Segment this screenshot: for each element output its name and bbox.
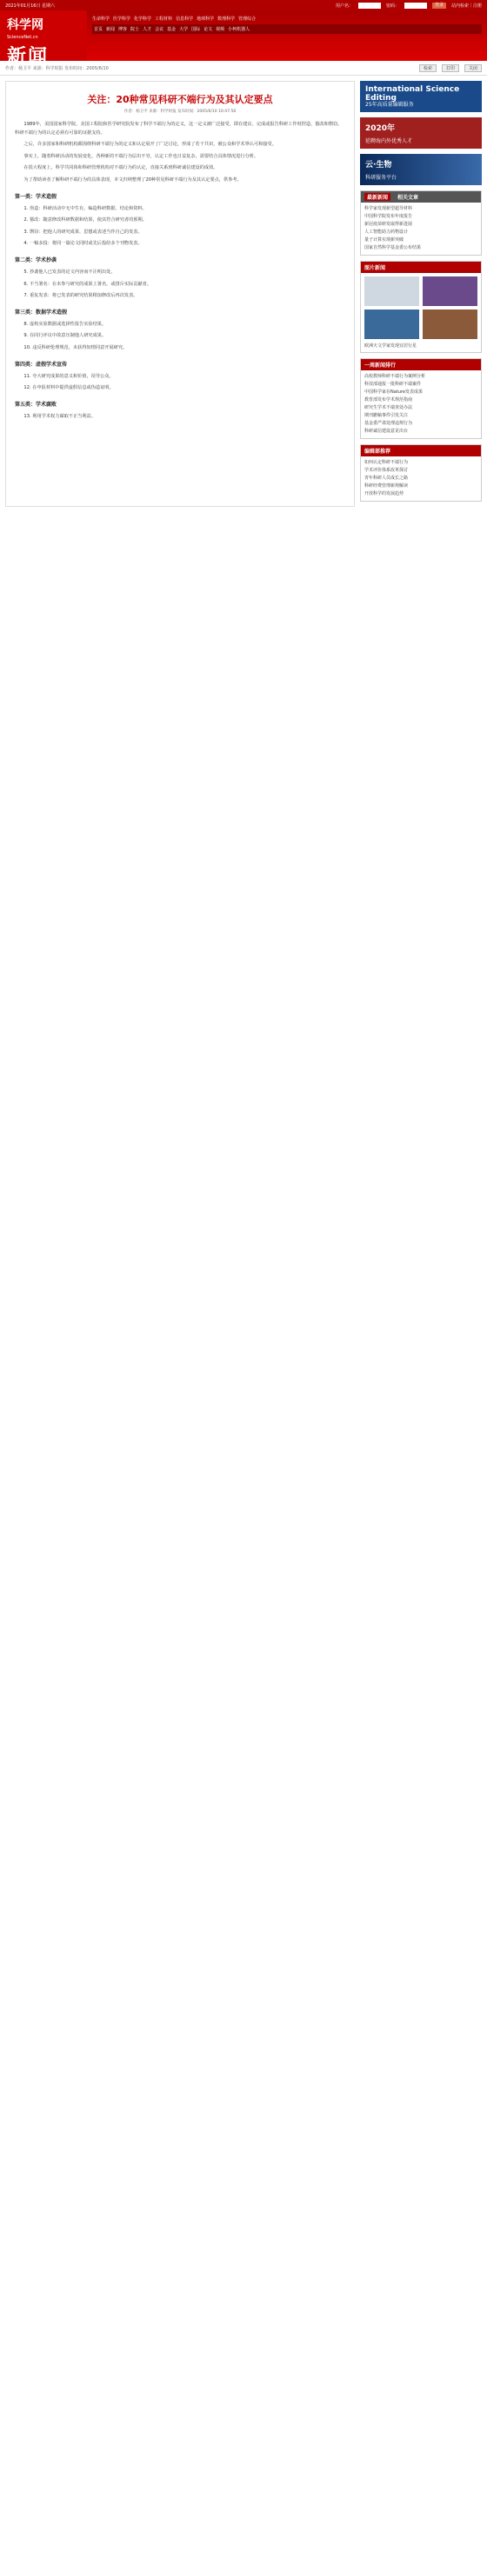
ad-banner-cloud[interactable] [360,154,482,185]
search-register-links[interactable]: 站内检索｜注册 [450,3,482,9]
article-paragraph: 7. 重复发表：将已发表的研究结果稍加修改后再次发表。 [23,293,138,299]
picture-caption[interactable]: 欧洲天文学家发现宜居行星 [364,343,417,349]
print-button[interactable]: 打印 [442,64,459,72]
top-bar [0,0,487,10]
recommend-list [361,456,481,501]
recent-news-item[interactable]: 国家自然科学基金委公布结果 [364,245,422,250]
hot-news-heading: 一周新闻排行 [361,359,481,370]
subject-nav-link[interactable]: 地球科学 [197,17,215,22]
hot-news-item[interactable]: 教育部发布学术规范指南 [364,397,413,403]
section-heading: 第五类：学术腐败 [15,401,57,408]
article-paragraph: 1989年，美国国家科学院、美国工程院和医学研究院发布了科学不端行为的定义，这一定义被广泛接受，即在建议、完成或报告科研工作时捏造、篡改和剽窃。科研不端行为的认定必须有可靠的证据支持。 [15,122,343,136]
news-photo[interactable] [364,276,419,306]
username-field[interactable] [358,3,381,9]
banner-subtitle: 延聘海内外优秀人才 [365,138,413,144]
logo-text: 科学网 [7,18,43,32]
subject-nav-link[interactable]: 管理综合 [238,17,257,22]
article-main [5,81,355,507]
article-paragraph: 6. 不当署名：在未参与研究的成果上署名，或排斥实际贡献者。 [23,281,152,287]
main-nav-link[interactable]: 院士 [130,27,140,32]
username-label: 用户名： [335,3,353,9]
section-heading: 第三类：数据学术造假 [15,309,68,316]
banner-subtitle: 25年高质量编辑服务 [365,102,414,108]
recommend-box [360,444,482,502]
recommend-item[interactable]: 学术评价体系改革探讨 [364,468,409,473]
section-heading: 第四类：虚假学术宣传 [15,361,68,368]
banner-title: 云·生物 [365,161,392,170]
main-nav-link[interactable]: 博客 [118,27,128,32]
subject-nav-link[interactable]: 生命科学 [92,17,110,22]
hot-news-item[interactable]: 基金委严肃处理违规行为 [364,421,413,426]
close-button[interactable]: 关闭 [464,64,482,72]
logo-subtext: ScienceNet.cn [7,35,38,40]
article-paragraph: 11. 夸大研究成果的意义和价值，误导公众。 [23,373,114,379]
picture-grid [361,273,481,343]
subject-nav-link[interactable]: 工程材料 [155,17,173,22]
login-button[interactable]: 登录 [432,3,446,9]
article-paragraph: 8. 虚构实验数据或选择性报告实验结果。 [23,321,107,327]
recent-news-item[interactable]: 人工智能助力药物设计 [364,230,409,235]
subject-nav-link[interactable]: 化学科学 [134,17,152,22]
article-paragraph: 在很大程度上，科学共同体和科研管理机构对不端行为的认定，直接关系到科研诚信建设的成效。 [23,165,218,171]
hot-news-item[interactable]: 高校教师科研不端行为案例分析 [364,374,426,379]
news-tabs-box [360,190,482,256]
article-meta: 作者：杨卫平 来源：科学时报 发布时间：2005/6/10 10:47:56 [123,110,237,114]
article-paragraph: 事实上，随着科研活动的发展变化，各种新的不端行为层出不穷，认定工作也日益复杂，需要结合具体情况进行分析。 [23,153,259,159]
main-nav-link[interactable]: 国际 [191,27,201,32]
hot-news-box [360,358,482,439]
banner-title: 2020年 [365,124,396,133]
article-paragraph: 12. 在申报材料中提供虚假信息或伪造证明。 [23,385,114,391]
article-paragraph: 5. 抄袭他人已发表的论文内容而不注明出处。 [23,269,116,275]
tab-latest[interactable]: 最新新闻 [364,193,390,201]
ad-banner-editing[interactable] [360,81,482,112]
main-nav [92,24,482,34]
recent-news-item[interactable]: 新冠疫苗研发取得新进展 [364,222,413,227]
date-label: 2021年01月16日 星期六 [5,3,56,9]
article-paragraph: 10. 违反科研伦理规范，未获得知情同意开展研究。 [23,344,128,350]
article-paragraph: 2. 篡改：随意修改科研数据和结果，使其符合研究者的预期。 [23,217,147,223]
subject-nav-link[interactable]: 数理科学 [217,17,236,22]
article-paragraph: 9. 在同行评议中故意压制他人研究成果。 [23,333,107,339]
search-button[interactable]: 检索 [419,64,437,72]
article-paragraph: 13. 利用学术权力谋取不正当利益。 [23,413,96,419]
article-paragraph: 3. 剽窃：把他人的研究成果、思想或表述当作自己的发表。 [23,229,143,235]
recommend-item[interactable]: 如何认定科研不端行为 [364,460,409,465]
article-intro [15,121,345,185]
hot-news-item[interactable]: 研究生学术不端查处办法 [364,405,413,410]
site-logo[interactable] [0,10,87,68]
recent-news-item[interactable]: 科学家发现新型超导材料 [364,206,413,211]
tab-bar [361,191,481,203]
nav-area [87,10,487,61]
hot-news-item[interactable]: 科技部通报一批科研不端案件 [364,382,422,387]
main-nav-link[interactable]: 首页 [94,27,103,32]
main-nav-link[interactable]: 人才 [143,27,152,32]
hot-news-item[interactable]: 期刊撤稿事件引发关注 [364,413,409,418]
subject-nav-link[interactable]: 信息科学 [176,17,194,22]
recommend-item[interactable]: 科研经费管理新规解读 [364,483,409,489]
article-paragraph: 1. 伪造：科研活动中无中生有，编造科研数据、结论和资料。 [23,205,147,211]
recent-news-list [361,203,481,255]
ad-banner-recruit[interactable] [360,117,482,149]
article-paragraph: 之后，许多国家和科研机构都围绕科研不端行为的定义和认定展开了广泛讨论，形成了若干共识，被公众和学术界认可和接受。 [23,142,277,148]
subject-nav [92,16,482,22]
section-heading: 第一类：学术造假 [15,193,57,200]
recommend-item[interactable]: 开放科学的发展趋势 [364,491,404,496]
main-nav-link[interactable]: 大学 [179,27,189,32]
main-nav-link[interactable]: 论文 [203,27,213,32]
hot-news-list [361,370,481,438]
password-label: 密码： [385,3,399,9]
news-photo[interactable] [364,310,419,339]
main-nav-link[interactable]: 新闻 [106,27,116,32]
hot-news-item[interactable]: 中国科学家在Nature发表成果 [364,389,423,395]
recent-news-item[interactable]: 中国科学院发布年度报告 [364,214,413,219]
picture-news-heading: 图片新闻 [361,262,481,273]
article-title: 关注：20种常见科研不端行为及其认定要点 [87,94,273,105]
news-photo[interactable] [423,276,477,306]
hot-news-item[interactable]: 科研诚信建设意见出台 [364,429,409,434]
banner-subtitle: 科研服务平台 [365,175,397,181]
picture-news-box [360,261,482,353]
main-nav-link[interactable]: 视频 [216,27,225,32]
page-layout [0,76,487,512]
banner-title: International Science Editing [365,85,460,103]
main-nav-link[interactable]: 基金 [167,27,177,32]
recommend-item[interactable]: 青年科研人员成长之路 [364,476,409,481]
password-field[interactable] [404,3,427,9]
main-nav-link[interactable]: 会议 [155,27,164,32]
section-title: 新闻 [7,46,50,68]
sidebar [360,81,482,507]
recent-news-item[interactable]: 量子计算实现新突破 [364,237,404,243]
article-paragraph: 4. 一稿多投：将同一篇论文同时或先后投给多个刊物发表。 [23,241,143,247]
recommend-heading: 编辑部推荐 [361,445,481,456]
main-nav-link[interactable]: 小柯机器人 [228,27,250,32]
subject-nav-link[interactable]: 医学科学 [113,17,131,22]
breadcrumb: 作者：杨卫平 来源：科学时报 发布时间：2005/6/10 [5,65,109,71]
section-heading: 第二类：学术抄袭 [15,256,57,263]
news-photo[interactable] [423,310,477,339]
article-sections [15,192,345,422]
article-paragraph: 为了帮助读者了解科研不端行为的具体表现，本文归纳整理了20种常见科研不端行为及其认定要点，供参考。 [23,176,242,183]
tab-related[interactable]: 相关文章 [397,195,419,201]
